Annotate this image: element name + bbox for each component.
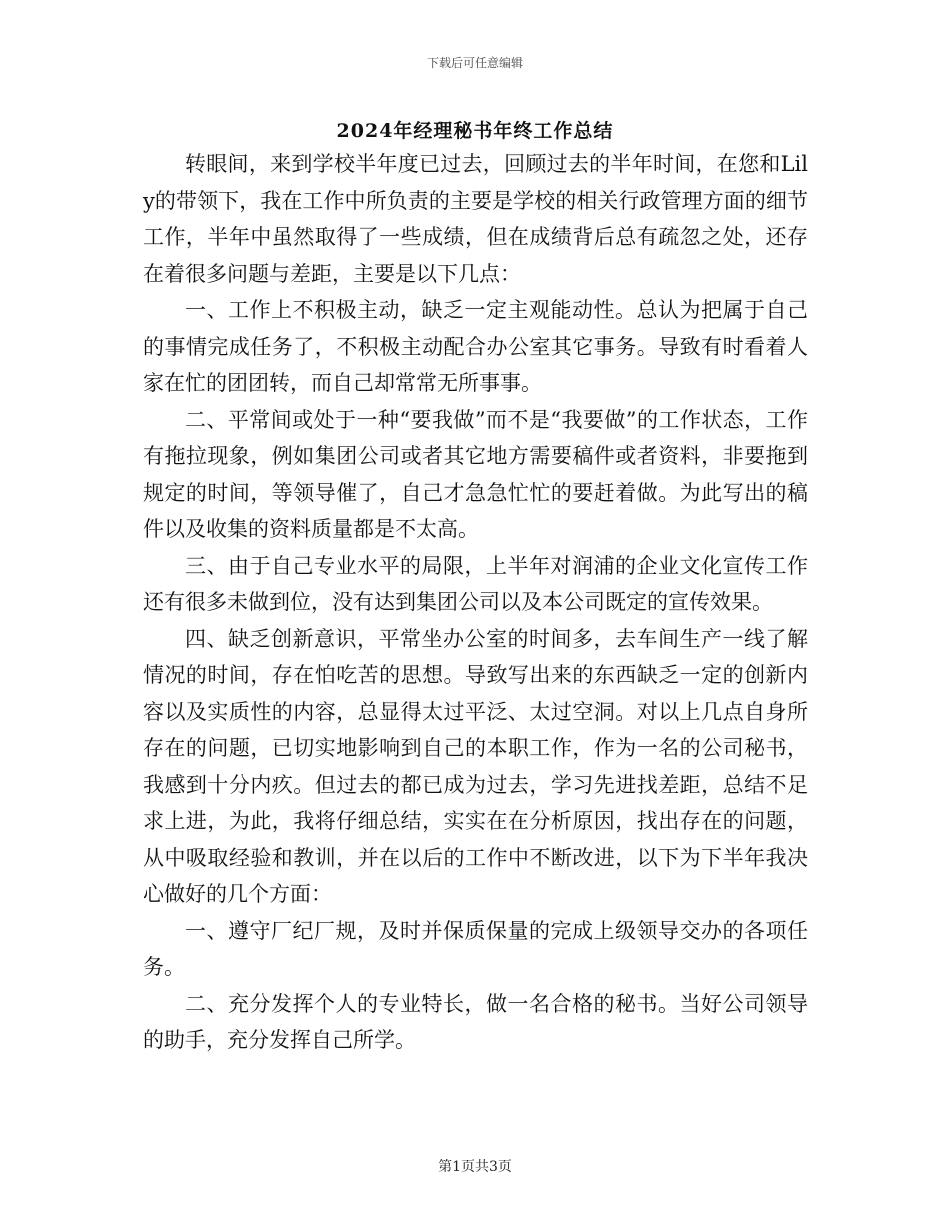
paragraph: 一、遵守厂纪厂规，及时并保质保量的完成上级领导交办的各项任务。: [143, 918, 808, 979]
paragraph: 二、充分发挥个人的专业特长，做一名合格的秘书。当好公司领导的助手，充分发挥自己所学。: [143, 991, 808, 1052]
paragraph: 三、由于自己专业水平的局限，上半年对润浦的企业文化宣传工作还有很多未做到位，没有达到集团公司以及本公司既定的宣传效果。: [143, 553, 808, 614]
paragraph: 二、平常间或处于一种“要我做”而不是“我要做”的工作状态，工作有拖拉现象，例如集团公司或者其它地方需要稿件或者资料，非要拖到规定的时间，等领导催了，自己才急急忙忙的要赶着做。为此写出的稿件以及收集的资料质量都是不太高。: [143, 407, 808, 541]
page-indicator: 第1页共3页: [438, 1159, 512, 1175]
paragraph: 转眼间，来到学校半年度已过去，回顾过去的半年时间，在您和Lily的带领下，我在工作中所负责的主要是学校的相关行政管理方面的细节工作，半年中虽然取得了一些成绩，但在成绩背后总有疏忽之处，还存在着很多问题与差距，主要是以下几点：: [143, 152, 808, 286]
document-title: 2024年经理秘书年终工作总结: [336, 120, 614, 142]
document-body: [143, 146, 808, 1059]
paragraph: 四、缺乏创新意识，平常坐办公室的时间多，去车间生产一线了解情况的时间，存在怕吃苦的思想。导致写出来的东西缺乏一定的创新内容以及实质性的内容，总显得太过平泛、太过空洞。对以上几点自身所存在的问题，已切实地影响到自己的本职工作，作为一名的公司秘书，我感到十分内疚。但过去的都已成为过去，学习先进找差距，总结不足求上进，为此，我将仔细总结，实实在在分析原因，找出存在的问题，从中吸取经验和教训，并在以后的工作中不断改进，以下为下半年我决心做好的几个方面：: [143, 626, 808, 906]
paragraph: 一、工作上不积极主动，缺乏一定主观能动性。总认为把属于自己的事情完成任务了，不积极主动配合办公室其它事务。导致有时看着人家在忙的团团转，而自己却常常无所事事。: [143, 298, 808, 395]
header-note: 下载后可任意编辑: [426, 56, 523, 70]
